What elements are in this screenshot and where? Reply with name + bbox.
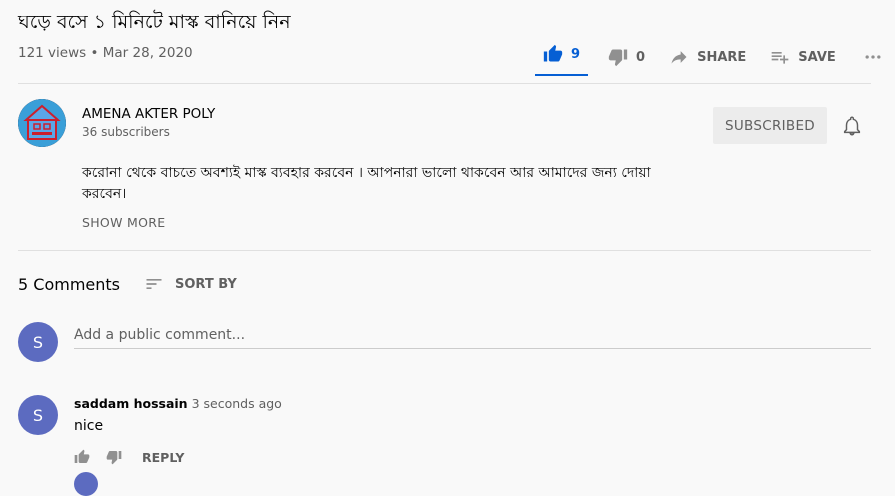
subscribed-button[interactable]: SUBSCRIBED — [713, 107, 827, 144]
comment-dislike-button[interactable] — [106, 449, 122, 465]
dislike-count: 0 — [636, 49, 646, 65]
comment-actions — [74, 449, 184, 465]
comment-count: 5 Comments — [18, 275, 120, 294]
like-button[interactable] — [535, 34, 588, 76]
share-icon — [669, 47, 689, 67]
comment-author-avatar[interactable]: S — [18, 395, 58, 435]
divider-comments — [18, 250, 871, 251]
add-comment-input[interactable] — [74, 322, 871, 349]
user-avatar: S — [18, 322, 58, 362]
sort-icon — [143, 274, 165, 294]
video-title: ঘড়ে বসে ১ মিনিটে মাস্ক বানিয়ে নিন — [18, 11, 291, 33]
comment-header — [74, 396, 282, 411]
share-button[interactable] — [669, 47, 746, 67]
more-actions-button[interactable] — [862, 47, 884, 67]
sort-by-label: SORT BY — [175, 276, 237, 292]
dislike-button[interactable] — [608, 47, 645, 67]
thumbs-down-icon — [106, 449, 122, 465]
comment-author[interactable]: saddam hossain — [74, 396, 188, 411]
comment-like-button[interactable] — [74, 449, 90, 465]
thumbs-up-icon — [543, 44, 563, 64]
publish-date: Mar 28, 2020 — [102, 45, 193, 61]
comment-time[interactable]: 3 seconds ago — [191, 396, 282, 411]
thumbs-down-icon — [608, 47, 628, 67]
notification-bell-button[interactable] — [841, 115, 863, 141]
bell-icon — [841, 115, 863, 137]
show-more-button[interactable]: SHOW MORE — [82, 215, 166, 230]
save-label: SAVE — [798, 49, 836, 65]
meta-separator: • — [90, 45, 99, 61]
save-button[interactable] — [770, 47, 835, 67]
share-label: SHARE — [697, 49, 747, 65]
playlist-add-icon — [770, 47, 790, 67]
comment-text: nice — [74, 418, 104, 434]
divider-top — [18, 83, 871, 84]
reply-button[interactable]: REPLY — [142, 449, 185, 465]
like-count: 9 — [571, 46, 581, 62]
video-description: করোনা থেকে বাচতে অবশ্যই মাস্ক ব্যবহার করবেন । আপনারা ভালো থাকবেন আর আমাদের জন্য দোয়া করবেন। — [82, 165, 651, 202]
view-count: 121 views — [18, 45, 87, 61]
thumbs-up-icon — [74, 449, 90, 465]
reply-avatar — [74, 472, 98, 496]
subscriber-count: 36 subscribers — [82, 125, 170, 139]
channel-avatar[interactable] — [18, 99, 66, 147]
more-horiz-icon — [862, 47, 884, 67]
video-meta — [18, 45, 193, 61]
sort-by-button[interactable] — [143, 274, 237, 294]
channel-name[interactable]: AMENA AKTER POLY — [82, 106, 216, 122]
video-actions — [535, 40, 884, 74]
